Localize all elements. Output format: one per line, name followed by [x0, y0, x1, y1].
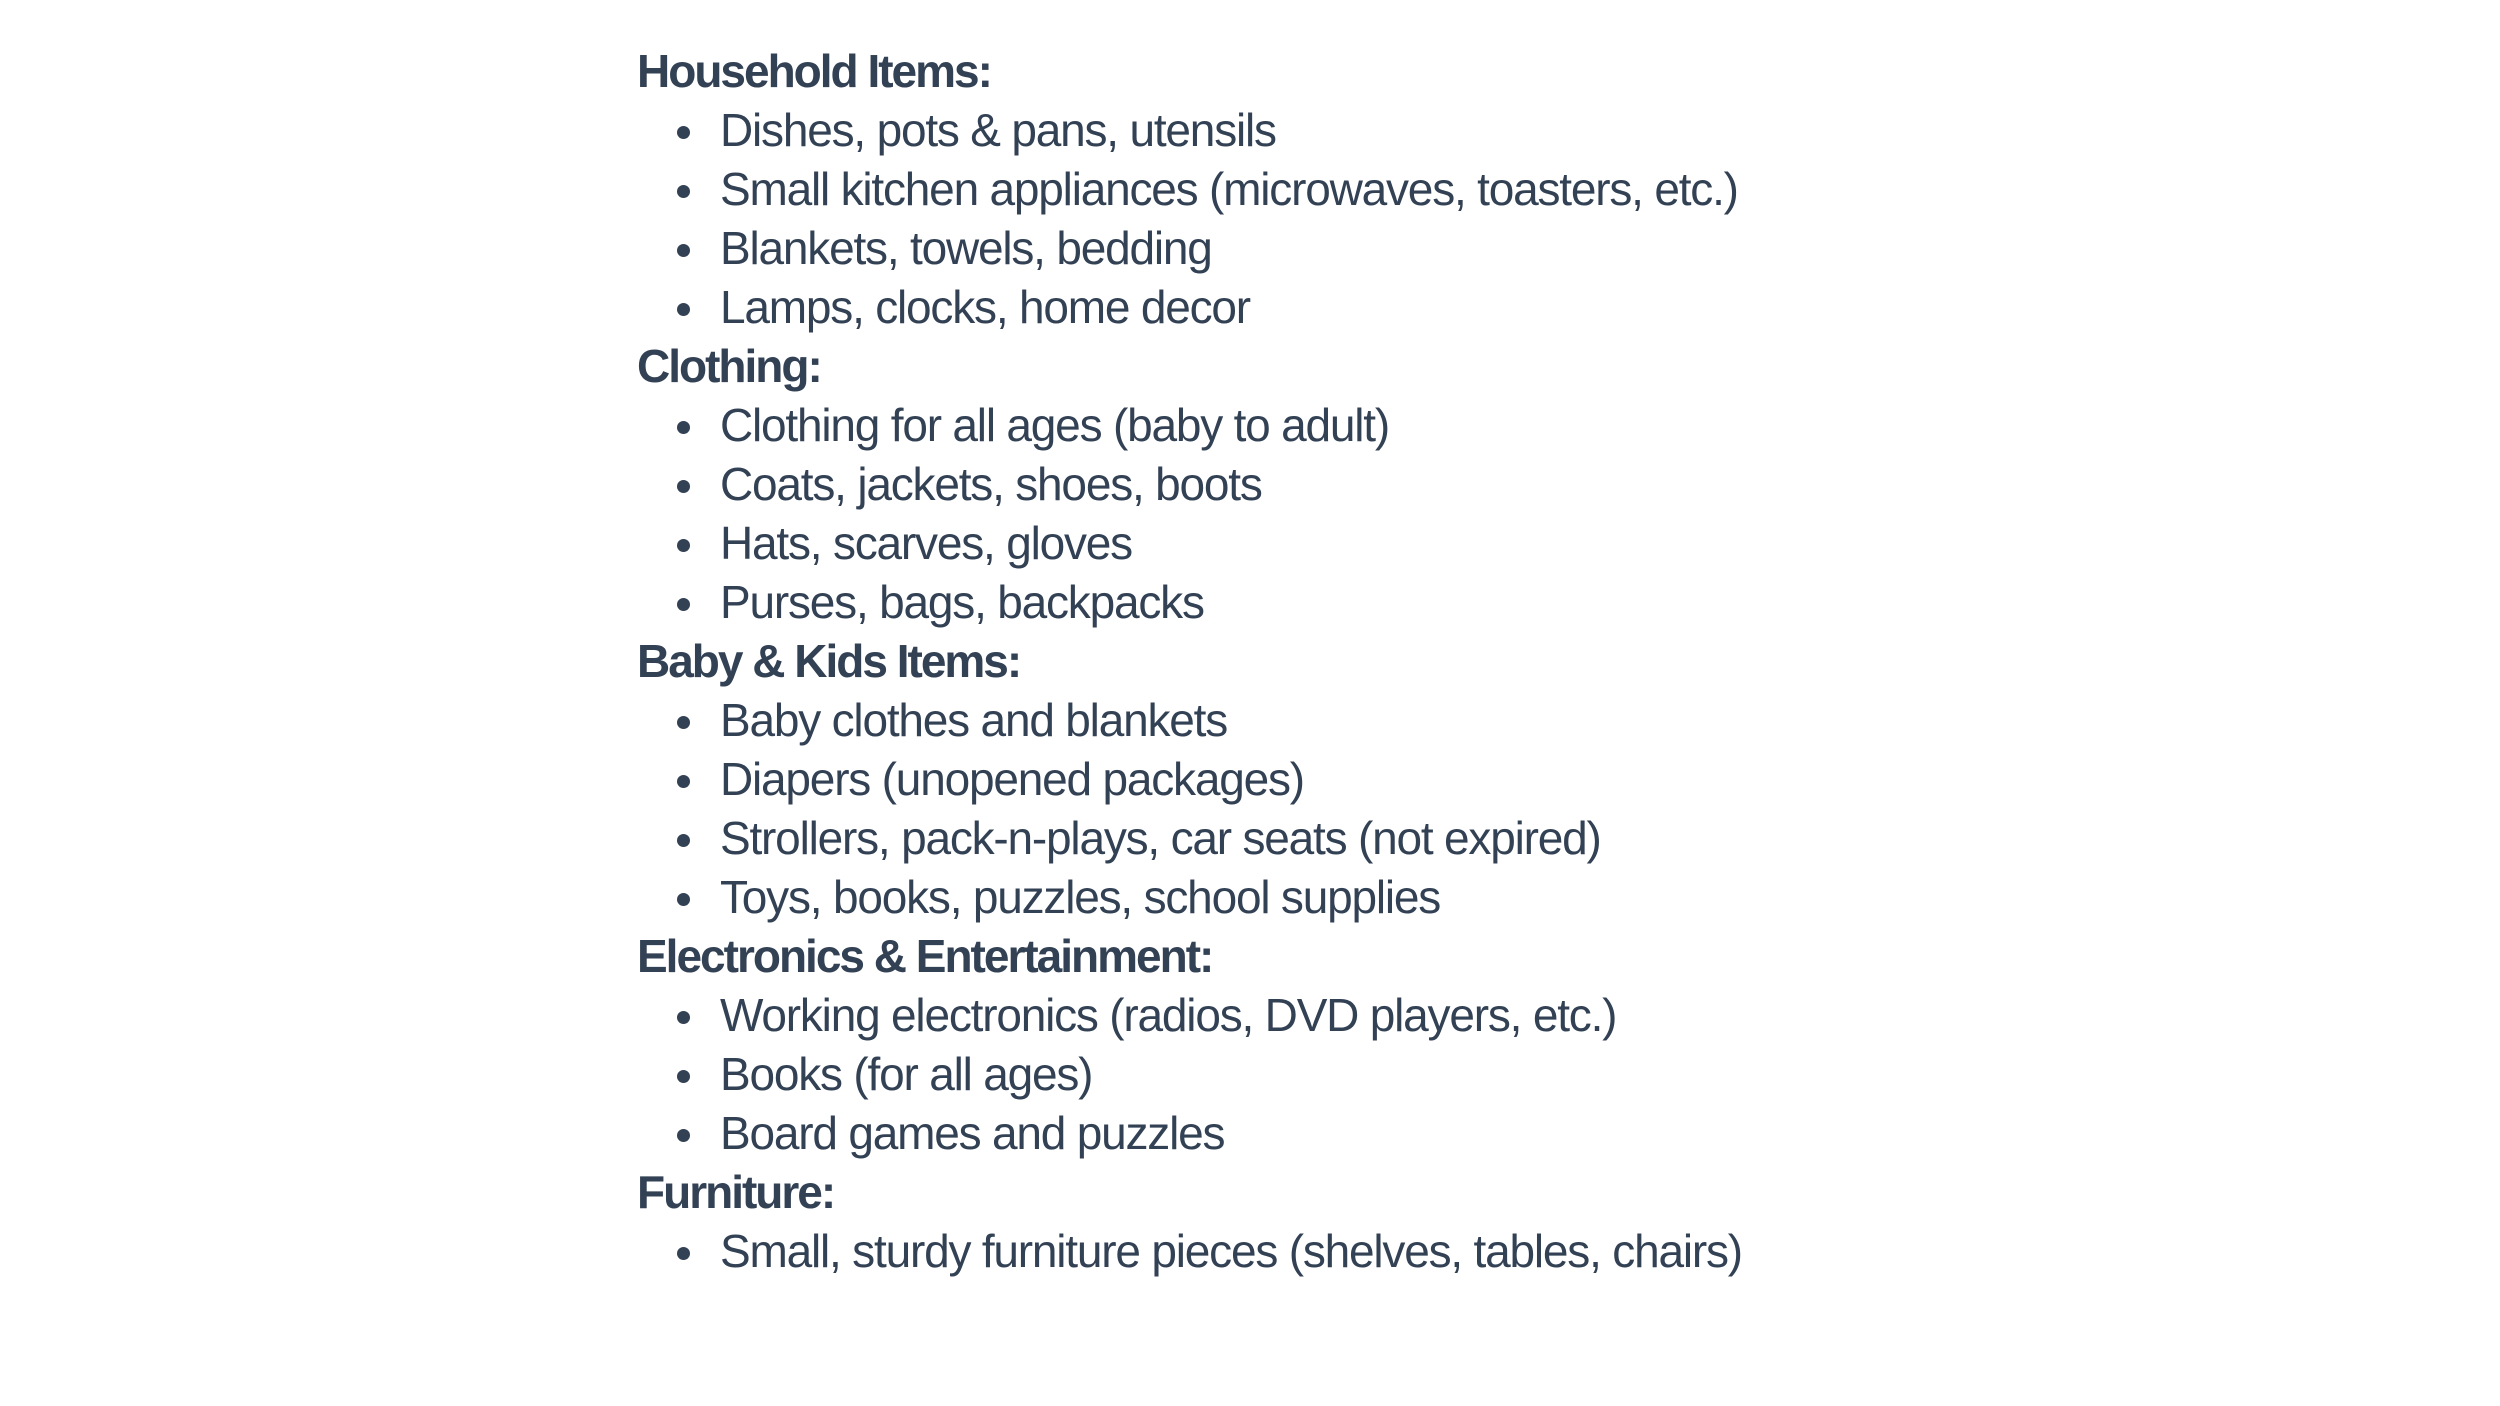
item-list — [637, 986, 2037, 1163]
list-item — [637, 455, 2037, 514]
bullet-icon — [677, 303, 690, 316]
list-item-text: Purses, bags, backpacks — [720, 576, 1204, 628]
section-furniture — [637, 1163, 2037, 1281]
bullet-icon — [677, 185, 690, 198]
list-item — [637, 868, 2037, 927]
list-item — [637, 809, 2037, 868]
section-household — [637, 42, 2037, 337]
list-item-text: Dishes, pots & pans, utensils — [720, 104, 1276, 156]
bullet-icon — [677, 834, 690, 847]
bullet-icon — [677, 126, 690, 139]
list-item-text: Baby clothes and blankets — [720, 694, 1228, 746]
section-electronics — [637, 927, 2037, 1163]
list-item-text: Small kitchen appliances (microwaves, toasters, etc.) — [720, 163, 1738, 215]
bullet-icon — [677, 1247, 690, 1260]
list-item-text: Board games and puzzles — [720, 1107, 1225, 1159]
list-item-text: Toys, books, puzzles, school supplies — [720, 871, 1441, 923]
list-item — [637, 1222, 2037, 1281]
list-item-text: Clothing for all ages (baby to adult) — [720, 399, 1390, 451]
item-list — [637, 101, 2037, 337]
list-item — [637, 1045, 2037, 1104]
bullet-icon — [677, 1011, 690, 1024]
bullet-icon — [677, 893, 690, 906]
item-list — [637, 691, 2037, 927]
bullet-icon — [677, 1129, 690, 1142]
list-item — [637, 396, 2037, 455]
bullet-icon — [677, 598, 690, 611]
bullet-icon — [677, 1070, 690, 1083]
section-baby-kids — [637, 632, 2037, 927]
list-item — [637, 1104, 2037, 1163]
list-item-text: Working electronics (radios, DVD players, etc.) — [720, 989, 1617, 1041]
section-heading: Electronics & Entertainment: — [637, 930, 1213, 982]
bullet-icon — [677, 421, 690, 434]
section-heading: Household Items: — [637, 45, 991, 97]
list-item — [637, 219, 2037, 278]
section-heading: Baby & Kids Items: — [637, 635, 1021, 687]
list-item-text: Lamps, clocks, home decor — [720, 281, 1250, 333]
list-item — [637, 101, 2037, 160]
list-item — [637, 278, 2037, 337]
list-item-text: Diapers (unopened packages) — [720, 753, 1304, 805]
list-item-text: Hats, scarves, gloves — [720, 517, 1132, 569]
bullet-icon — [677, 775, 690, 788]
bullet-icon — [677, 539, 690, 552]
list-item — [637, 573, 2037, 632]
list-item-text: Strollers, pack-n-plays, car seats (not expired) — [720, 812, 1601, 864]
item-list — [637, 1222, 2037, 1281]
list-item-text: Books (for all ages) — [720, 1048, 1093, 1100]
donation-list — [637, 42, 2037, 1281]
list-item-text: Blankets, towels, bedding — [720, 222, 1212, 274]
list-item — [637, 750, 2037, 809]
bullet-icon — [677, 480, 690, 493]
section-clothing — [637, 337, 2037, 632]
section-heading: Clothing: — [637, 340, 821, 392]
section-heading: Furniture: — [637, 1166, 835, 1218]
bullet-icon — [677, 244, 690, 257]
list-item — [637, 691, 2037, 750]
bullet-icon — [677, 716, 690, 729]
list-item-text: Coats, jackets, shoes, boots — [720, 458, 1262, 510]
list-item — [637, 514, 2037, 573]
item-list — [637, 396, 2037, 632]
list-item — [637, 160, 2037, 219]
list-item-text: Small, sturdy furniture pieces (shelves, tables, chairs) — [720, 1225, 1742, 1277]
list-item — [637, 986, 2037, 1045]
